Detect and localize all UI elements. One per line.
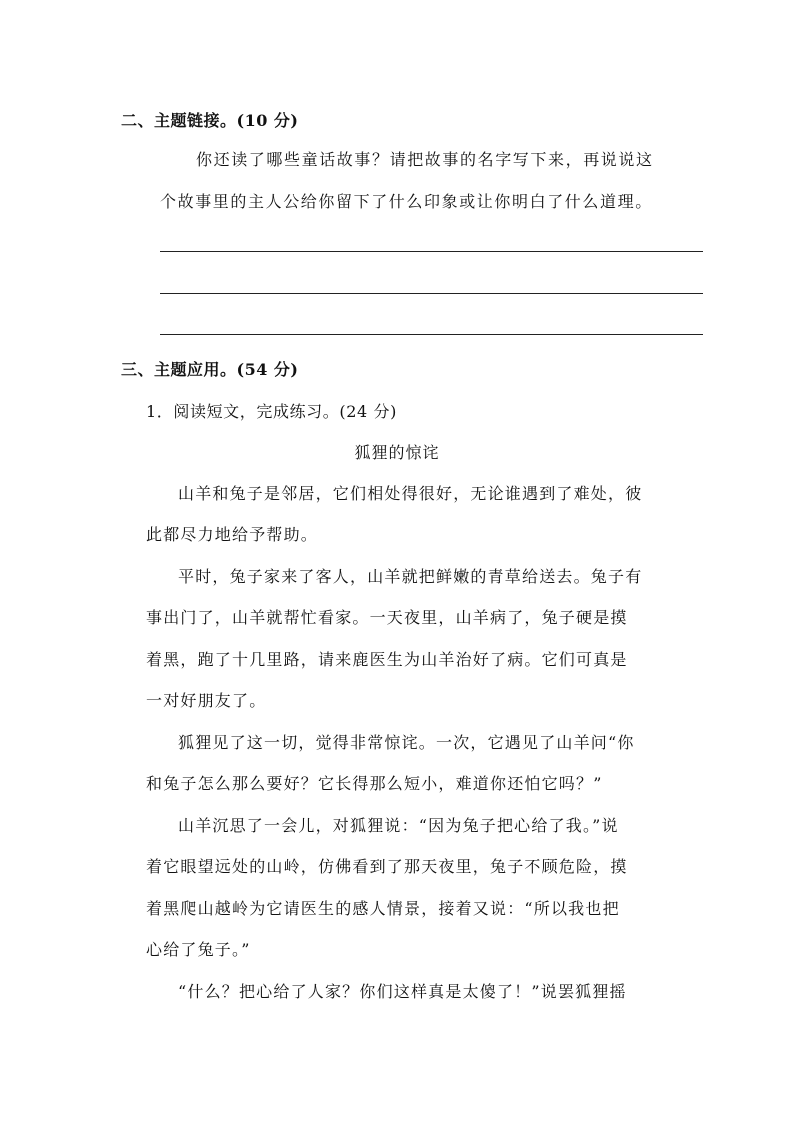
answer-line-1[interactable] — [160, 251, 703, 252]
story-line: 心给了兔子。” — [146, 940, 251, 959]
story-line: 山羊和兔子是邻居，它们相处得很好，无论谁遇到了难处，彼 — [178, 484, 643, 503]
section-2-heading: 二、主题链接。(10 分) — [121, 111, 299, 130]
story-line: 山羊沉思了一会儿，对狐狸说：“因为兔子把心给了我。”说 — [178, 816, 619, 835]
section-3-heading: 三、主题应用。(54 分) — [121, 360, 299, 379]
story-line: 事出门了，山羊就帮忙看家。一天夜里，山羊病了，兔子硬是摸 — [146, 608, 628, 627]
story-line: 一对好朋友了。 — [146, 691, 267, 710]
story-line: 着黑，跑了十几里路，请来鹿医生为山羊治好了病。它们可真是 — [146, 650, 628, 669]
answer-line-2[interactable] — [160, 293, 703, 294]
story-line: 平时，兔子家来了客人，山羊就把鲜嫩的青草给送去。兔子有 — [178, 567, 643, 586]
story-title: 狐狸的惊诧 — [354, 443, 440, 462]
section-2-prompt-line-2: 个故事里的主人公给你留下了什么印象或让你明白了什么道理。 — [160, 192, 653, 211]
answer-line-3[interactable] — [160, 334, 703, 335]
question-1-label: 1．阅读短文，完成练习。(24 分) — [146, 402, 397, 421]
story-line: 和兔子怎么那么要好？它长得那么短小，难道你还怕它吗？” — [146, 774, 603, 793]
story-line: 着它眼望远处的山岭，仿佛看到了那天夜里，兔子不顾危险，摸 — [146, 857, 628, 876]
section-2-prompt-line-1: 你还读了哪些童话故事？请把故事的名字写下来，再说说这 — [196, 150, 654, 169]
story-line: 此都尽力地给予帮助。 — [146, 525, 319, 544]
story-line: 着黑爬山越岭为它请医生的感人情景，接着又说：“所以我也把 — [146, 899, 620, 918]
story-line: 狐狸见了这一切，觉得非常惊诧。一次，它遇见了山羊问“你 — [178, 733, 635, 752]
story-line: “什么？把心给了人家？你们这样真是太傻了！”说罢狐狸摇 — [178, 982, 627, 1001]
